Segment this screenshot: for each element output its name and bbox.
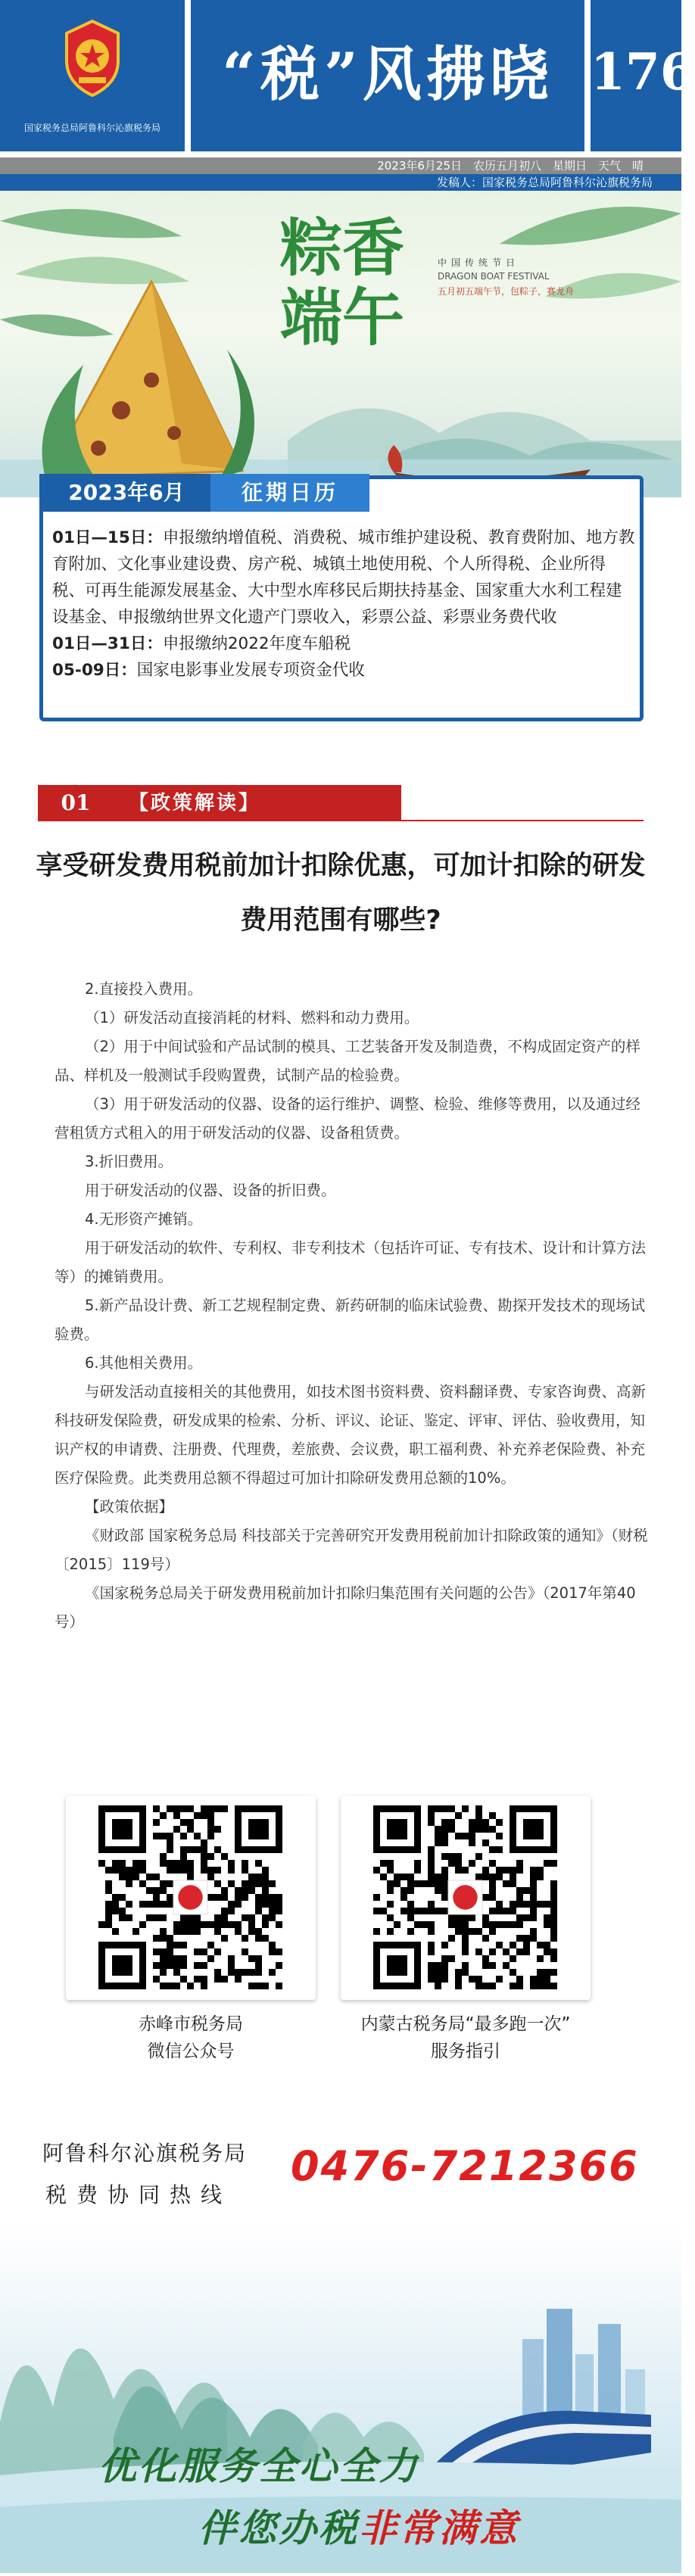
qr-caption-line2: 服务指引 xyxy=(431,2042,500,2061)
article-title: 享受研发费用税前加计扣除优惠，可加计扣除的研发费用范围有哪些? xyxy=(36,851,646,936)
article-paragraph: 3.折旧费用。 xyxy=(85,1153,173,1170)
qr-caption xyxy=(341,2011,591,2065)
slogan-2-part1: 伴您办税 xyxy=(198,2506,359,2550)
publisher-line: 发稿人：国家税务总局阿鲁科尔沁旗税务局 xyxy=(0,174,681,191)
qr-center-emblem-icon xyxy=(453,1885,477,1909)
logo-caption: 国家税务总局阿鲁科尔沁旗税务局 xyxy=(23,123,161,133)
tax-emblem-icon xyxy=(58,17,127,100)
hotline-org: 阿鲁科尔沁旗税务局 xyxy=(42,2141,248,2166)
article-paragraph: 5.新产品设计费、新工艺规程制定费、新药研制的临床试验费、勘探开发技术的现场试验费。 xyxy=(55,1297,646,1343)
banner-title: 粽香端午 xyxy=(280,212,405,354)
hotline-phone[interactable]: 0476-7212366 xyxy=(291,2142,639,2190)
qr-center-emblem-icon xyxy=(178,1885,202,1909)
slogan-2-red: 非常满意 xyxy=(359,2506,519,2550)
article-paragraph: 用于研发活动的软件、专利权、非专利技术（包括许可证、专有技术、设计和计算方法等）的摊销费用。 xyxy=(55,1239,647,1285)
qr-block-chifeng xyxy=(66,1796,316,2065)
banner-english: DRAGON BOAT FESTIVAL xyxy=(438,271,550,282)
section-divider xyxy=(38,820,644,821)
calendar-item xyxy=(52,631,635,657)
qr-code-icon xyxy=(83,1805,299,1990)
article-paragraph: 【政策依据】 xyxy=(85,1498,174,1515)
hotline-subtitle: 税费协同热线 xyxy=(45,2182,232,2207)
calendar-item-text: 申报缴纳2022年度车船税 xyxy=(162,634,351,653)
newsletter-title-box xyxy=(191,0,584,151)
qr-caption-line1: 内蒙古税务局“最多跑一次” xyxy=(360,2014,571,2034)
issue-number-box xyxy=(591,0,695,151)
masthead xyxy=(0,0,695,189)
article-paragraph: 6.其他相关费用。 xyxy=(85,1354,203,1372)
footer-slogan-1: 优化服务全心全力 xyxy=(98,2444,419,2488)
calendar-item-text: 申报缴纳增值税、消费税、城市维护建设税、教育费附加、地方教育附加、文化事业建设费、房产税、城镇土地使用税、个人所得税、企业所得税、可再生能源发展基金、大中型水库移民后期扶持基金、国家重大水利工程建设基金、申报缴纳世界文化遗产门票收入，彩票公益、彩票业务费代收 xyxy=(52,528,635,627)
qr-code-icon xyxy=(357,1805,574,1990)
calendar-title: 征期日历 xyxy=(210,474,369,512)
section-number: 01 xyxy=(38,785,114,821)
footer-slogan-2 xyxy=(198,2498,519,2553)
article-paragraph: 用于研发活动的仪器、设备的折旧费。 xyxy=(85,1182,336,1199)
article-body xyxy=(55,975,651,1637)
article-paragraph: （2）用于中间试验和产品试制的模具、工艺装备开发及制造费，不构成固定资产的样品、样机及一般测试手段购置费，试制产品的检验费。 xyxy=(55,1038,640,1084)
article-paragraph: （3）用于研发活动的仪器、设备的运行维护、调整、检验、维修等费用，以及通过经营租赁方式租入的用于研发活动的仪器、设备租赁费。 xyxy=(55,1095,640,1142)
calendar-body xyxy=(52,525,635,684)
qr-code-card xyxy=(66,1796,316,2000)
article-paragraph: 2.直接投入费用。 xyxy=(85,980,203,998)
article-paragraph: 《财政部 国家税务总局 科技部关于完善研究开发费用税前加计扣除政策的通知》（财税〔2015〕119号） xyxy=(55,1527,648,1573)
article-paragraph: （1）研发活动直接消耗的材料、燃料和动力费用。 xyxy=(85,1009,419,1026)
article-paragraph: 《国家税务总局关于研发费用税前加计扣除归集范围有关问题的公告》（2017年第40号） xyxy=(55,1584,636,1631)
calendar-month: 2023年6月 xyxy=(39,474,213,512)
qr-caption xyxy=(66,2011,316,2065)
calendar-item-date: 01日—31日： xyxy=(52,634,163,653)
newsletter-title: “税”风拂晓 xyxy=(222,40,553,109)
calendar-item xyxy=(52,657,635,684)
qr-block-inner-mongolia xyxy=(341,1796,591,2065)
banner-subtitle: 中国传统节日 xyxy=(438,257,520,268)
tax-bureau-logo-box xyxy=(0,0,185,151)
calendar-item-text: 国家电影事业发展专项资金代收 xyxy=(136,661,365,680)
dragon-boat-banner xyxy=(0,191,681,497)
qr-code-card xyxy=(341,1796,591,2000)
calendar-item-date: 01日—15日： xyxy=(52,528,163,547)
banner-note: 五月初五端午节，包粽子，赛龙舟 xyxy=(438,286,575,297)
section-label: 【政策解读】 xyxy=(114,785,401,821)
date-line: 2023年6月25日 农历五月初八 星期日 天气 晴 xyxy=(0,157,681,174)
qr-caption-line1: 赤峰市税务局 xyxy=(139,2014,243,2034)
calendar-item-date: 05-09日： xyxy=(52,661,137,680)
calendar-header xyxy=(39,474,357,513)
qr-caption-line2: 微信公众号 xyxy=(147,2042,235,2061)
article-paragraph: 4.无形资产摊销。 xyxy=(85,1210,203,1228)
calendar-item xyxy=(52,525,635,631)
tax-calendar xyxy=(39,475,644,721)
section-header xyxy=(38,785,644,821)
issue-number: 176 xyxy=(591,42,695,101)
article-paragraph: 与研发活动直接相关的其他费用，如技术图书资料费、资料翻译费、专家咨询费、高新科技研发保险费，研发成果的检索、分析、评议、论证、鉴定、评审、评估、验收费用，知识产权的申请费、注册费、代理费，差旅费、会议费，职工福利费、补充养老保险费、补充医疗保险费。此类费用总额不得超过可加计扣除研发费用总额的10%。 xyxy=(55,1383,647,1487)
